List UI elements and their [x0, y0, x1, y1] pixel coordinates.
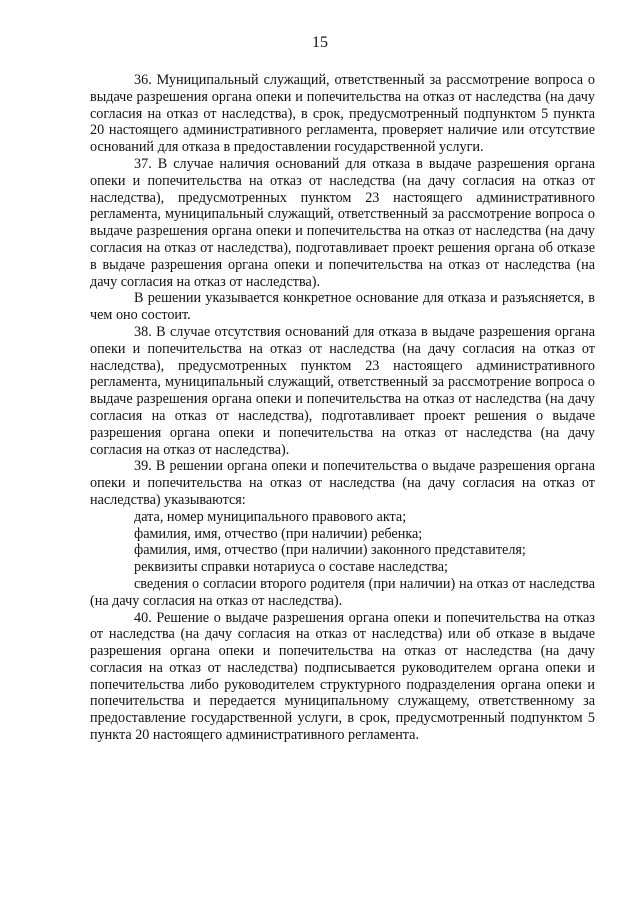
list-item-notary-certificate: реквизиты справки нотариуса о составе наследства; — [134, 559, 448, 576]
page-number: 15 — [312, 34, 328, 51]
paragraph-37-note: В решении указывается конкретное основание для отказа и разъясняется, в чем оно состоит. — [90, 290, 595, 324]
list-item-child-name: фамилия, имя, отчество (при наличии) ребенка; — [134, 525, 423, 542]
paragraph-38: 38. В случае отсутствия оснований для отказа в выдаче разрешения органа опеки и попечительства на отказ от наследства (на дачу согласия на отказ от наследства), предусмотренных пунктом 23 настоящего административного регламента, муниципальный служащий, ответственный за рассмотрение вопроса о выдаче разрешения органа опеки и попечительства на отказ от наследства (на дачу согласия на отказ от наследства), подготавливает проект решения о выдаче разрешения органа опеки и попечительства на отказ от наследства (на дачу согласия на отказ от наследства). — [90, 323, 595, 458]
paragraph-36: 36. Муниципальный служащий, ответственный за рассмотрение вопроса о выдаче разрешения органа опеки и попечительства на отказ от наследства (на дачу согласия на отказ от наследства), в срок, предусмотренный подпунктом 5 пункта 20 настоящего административного регламента, проверяет наличие или отсутствие оснований для отказа в предоставлении государственной услуги. — [90, 72, 595, 156]
paragraph-37: 37. В случае наличия оснований для отказа в выдаче разрешения органа опеки и попечительства на отказ от наследства (на дачу согласия на отказ от наследства), предусмотренных пунктом 23 настоящего административного регламента, муниципальный служащий, ответственный за рассмотрение вопроса о выдаче разрешения органа опеки и попечительства на отказ от наследства (на дачу согласия на отказ от наследства), подготавливает проект решения органа об отказе в выдаче разрешения органа опеки и попечительства на отказ от наследства (на дачу согласия на отказ от наследства). — [90, 155, 595, 290]
list-item-second-parent-consent: сведения о согласии второго родителя (при наличии) на отказ от наследства (на дачу согласия на отказ от наследства). — [90, 575, 595, 609]
paragraph-39: 39. В решении органа опеки и попечительства о выдаче разрешения органа опеки и попечительства на отказ от наследства (на дачу согласия на отказ от наследства) указываются: — [90, 458, 595, 508]
list-item-date-number: дата, номер муниципального правового акта; — [134, 508, 407, 525]
document-body — [90, 72, 595, 744]
paragraph-40: 40. Решение о выдаче разрешения органа опеки и попечительства на отказ от наследства (на дачу согласия на отказ от наследства) или об отказе в выдаче разрешения органа опеки и попечительства на отказ от наследства (на дачу согласия на отказ от наследства) подписывается руководителем органа опеки и попечительства либо руководителем структурного подразделения органа опеки и попечительства и передается муниципальному служащему, ответственному за предоставление государственной услуги, в срок, предусмотренный подпунктом 5 пункта 20 настоящего административного регламента. — [90, 609, 595, 744]
list-item-representative-name: фамилия, имя, отчество (при наличии) законного представителя; — [134, 542, 526, 559]
